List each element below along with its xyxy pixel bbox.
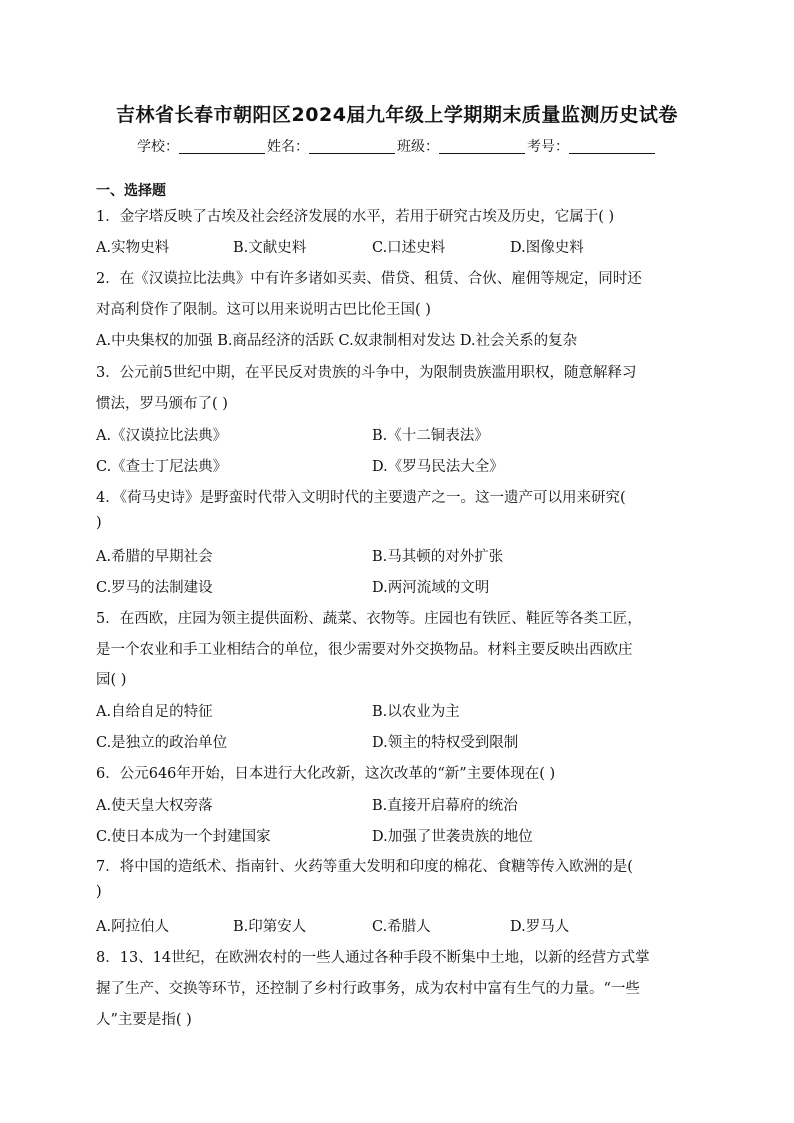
question-1-stem: 1．金字塔反映了古埃及社会经济发展的水平，若用于研究古埃及历史，它属于( ) xyxy=(96,209,615,225)
question-3-stem-line2: 惯法，罗马颁布了( ) xyxy=(96,396,228,412)
q1-option-b: B.文献史料 xyxy=(233,240,307,256)
q7-option-b: B.印第安人 xyxy=(233,919,307,935)
q3-option-c: C.《查士丁尼法典》 xyxy=(96,459,228,475)
question-2-stem-line1: 2．在《汉谟拉比法典》中有许多诸如买卖、借贷、租赁、合伙、雇佣等规定，同时还 xyxy=(96,271,642,287)
q5-option-b: B.以农业为主 xyxy=(372,704,460,720)
question-8-stem-line3: 人”主要是指( ) xyxy=(96,1012,192,1028)
q5-option-a: A.自给自足的特征 xyxy=(96,704,213,720)
q2-options: A.中央集权的加强 B.商品经济的活跃 C.奴隶制相对发达 D.社会关系的复杂 xyxy=(96,333,578,349)
q7-option-d: D.罗马人 xyxy=(510,919,570,935)
q4-option-a: A.希腊的早期社会 xyxy=(96,549,213,565)
question-6-stem: 6．公元646年开始，日本进行大化改新，这次改革的“新”主要体现在( ) xyxy=(96,766,556,782)
q6-option-c: C.使日本成为一个封建国家 xyxy=(96,829,271,845)
question-4-stem-line2: ) xyxy=(96,515,102,531)
question-3-stem-line1: 3．公元前5世纪中期，在平民反对贵族的斗争中，为限制贵族滥用职权，随意解释习 xyxy=(96,365,637,381)
question-8-stem-line1: 8．13、14世纪，在欧洲农村的一些人通过各种手段不断集中土地，以新的经营方式掌 xyxy=(96,950,650,966)
class-blank[interactable] xyxy=(439,139,525,154)
question-5-stem-line2: 是一个农业和手工业相结合的单位，很少需要对外交换物品。材料主要反映出西欧庄 xyxy=(96,642,633,658)
section-heading: 一、选择题 xyxy=(96,183,166,199)
school-label: 学校： xyxy=(137,139,179,155)
question-2-stem-line2: 对高利贷作了限制。这可以用来说明古巴比伦王国( ) xyxy=(96,302,431,318)
q4-option-b: B.马其顿的对外扩张 xyxy=(372,549,504,565)
question-5-stem-line3: 园( ) xyxy=(96,672,127,688)
student-info-line xyxy=(0,136,794,156)
q3-option-b: B.《十二铜表法》 xyxy=(372,428,489,444)
class-label: 班级： xyxy=(397,139,439,155)
q1-option-c: C.口述史料 xyxy=(372,240,446,256)
q6-option-a: A.使天皇大权旁落 xyxy=(96,798,213,814)
q3-option-d: D.《罗马民法大全》 xyxy=(372,459,504,475)
question-8-stem-line2: 握了生产、交换等环节，还控制了乡村行政事务，成为农村中富有生气的力量。“一些 xyxy=(96,981,640,997)
q6-option-b: B.直接开启幕府的统治 xyxy=(372,798,518,814)
number-label: 考号： xyxy=(527,139,569,155)
q6-option-d: D.加强了世袭贵族的地位 xyxy=(372,829,533,845)
q1-option-a: A.实物史料 xyxy=(96,240,170,256)
name-label: 姓名： xyxy=(267,139,309,155)
school-blank[interactable] xyxy=(179,139,265,154)
q4-option-c: C.罗马的法制建设 xyxy=(96,580,213,596)
q4-option-d: D.两河流域的文明 xyxy=(372,580,490,596)
q7-option-c: C.希腊人 xyxy=(372,919,431,935)
q7-option-a: A.阿拉伯人 xyxy=(96,919,170,935)
question-7-stem-line2: ) xyxy=(96,884,102,900)
question-4-stem-line1: 4．《荷马史诗》是野蛮时代带入文明时代的主要遗产之一。这一遗产可以用来研究( xyxy=(96,490,626,506)
q5-option-d: D.领主的特权受到限制 xyxy=(372,735,519,751)
question-7-stem-line1: 7．将中国的造纸术、指南针、火药等重大发明和印度的棉花、食糖等传入欧洲的是( xyxy=(96,859,633,875)
number-blank[interactable] xyxy=(569,139,655,154)
question-5-stem-line1: 5．在西欧，庄园为领主提供面粉、蔬菜、衣物等。庄园也有铁匠、鞋匠等各类工匠， xyxy=(96,611,642,627)
q3-option-a: A.《汉谟拉比法典》 xyxy=(96,428,228,444)
name-blank[interactable] xyxy=(309,139,395,154)
exam-title: 吉林省长春市朝阳区2024届九年级上学期期末质量监测历史试卷 xyxy=(116,104,678,126)
q1-option-d: D.图像史料 xyxy=(510,240,584,256)
q5-option-c: C.是独立的政治单位 xyxy=(96,735,228,751)
